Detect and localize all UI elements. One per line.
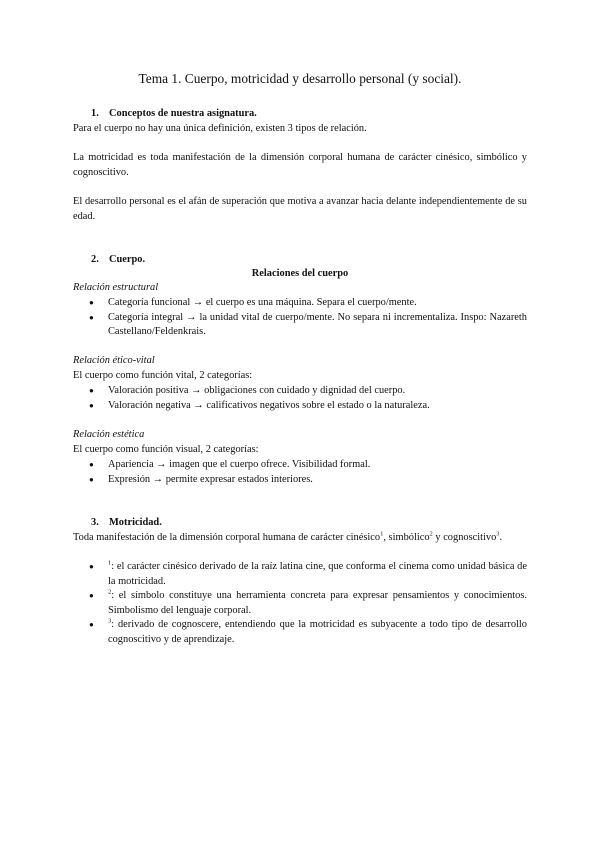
relation-aesthetic-intro: El cuerpo como función visual, 2 categorías: <box>73 444 259 455</box>
section-1-paragraph-2: La motricidad es toda manifestación de la dimensión corporal humana de carácter cinésico, simbólico y cognoscitivo. <box>73 152 527 178</box>
relation-aesthetic-title: Relación estética <box>73 429 145 440</box>
footnote-ref: 3 <box>496 530 500 538</box>
section-3-heading <box>73 516 527 531</box>
section-2-number: 2. <box>91 254 99 265</box>
relation-ethical-list <box>73 384 527 413</box>
relation-ethical-intro: El cuerpo como función vital, 2 categorías: <box>73 370 253 381</box>
section-1-title: Conceptos de nuestra asignatura. <box>109 108 257 119</box>
relation-ethical-title: Relación ético-vital <box>73 355 155 366</box>
intro-text: , simbólico <box>383 532 430 543</box>
list-item: ● Valoración negativa → calificativos negativos sobre el estado o la naturaleza. <box>73 399 527 414</box>
list-item: ● Categoría integral → la unidad vital de cuerpo/mente. No separa ni incrementaliza. Inspo: Nazareth Castellano/Feldenkrais. <box>73 311 527 340</box>
footnote-text: : el símbolo constituye una herramienta concreta para expresar pensamientos y conocimientos. Simbolismo del lenguaje corporal. <box>108 590 527 616</box>
section-1-paragraph-3: El desarrollo personal es el afán de superación que motiva a avanzar hacia delante independientemente de su edad. <box>73 196 527 222</box>
section-1-paragraph-1: Para el cuerpo no hay una única definición, existen 3 tipos de relación. <box>73 123 367 134</box>
footnote-text: : el carácter cinésico derivado de la raíz latina cine, que conforma el cinema como unidad básica de la motricidad. <box>108 561 527 587</box>
relation-aesthetic-list <box>73 458 527 487</box>
list-item <box>73 589 527 618</box>
intro-text: y cognoscitivo <box>432 532 497 543</box>
section-3-number: 3. <box>91 517 99 528</box>
section-1-heading <box>73 107 527 122</box>
list-item: ● Valoración positiva → obligaciones con cuidado y dignidad del cuerpo. <box>73 384 527 399</box>
list-item <box>73 618 527 647</box>
list-item: ● Apariencia → imagen que el cuerpo ofrece. Visibilidad formal. <box>73 458 527 473</box>
footnote-number: 3 <box>108 617 112 625</box>
footnote-text: : derivado de cognoscere, entendiendo que la motricidad es subyacente a todo tipo de desarrollo cognoscitivo y de aprendizaje. <box>108 619 527 645</box>
intro-text: Toda manifestación de la dimensión corporal humana de carácter cinésico <box>73 532 381 543</box>
footnote-number: 1 <box>108 559 112 567</box>
section-1-number: 1. <box>91 108 99 119</box>
footnote-number: 2 <box>108 588 112 596</box>
document-title: Tema 1. Cuerpo, motricidad y desarrollo personal (y social). <box>138 71 462 86</box>
section-3-title: Motricidad. <box>109 517 162 528</box>
list-item: ● Expresión → permite expresar estados interiores. <box>73 473 527 488</box>
footnote-list <box>73 560 527 648</box>
relation-structural-title: Relación estructural <box>73 282 159 293</box>
section-2-subheading: Relaciones del cuerpo <box>251 268 349 279</box>
list-item <box>73 560 527 589</box>
footnote-ref: 1 <box>380 530 384 538</box>
section-3-intro <box>73 531 527 546</box>
section-2-title: Cuerpo. <box>109 254 146 265</box>
relation-structural-list <box>73 296 527 340</box>
intro-text: . <box>499 532 503 543</box>
list-item: ● Categoría funcional → el cuerpo es una máquina. Separa el cuerpo/mente. <box>73 296 527 311</box>
footnote-ref: 2 <box>429 530 433 538</box>
section-2-heading <box>73 253 527 268</box>
